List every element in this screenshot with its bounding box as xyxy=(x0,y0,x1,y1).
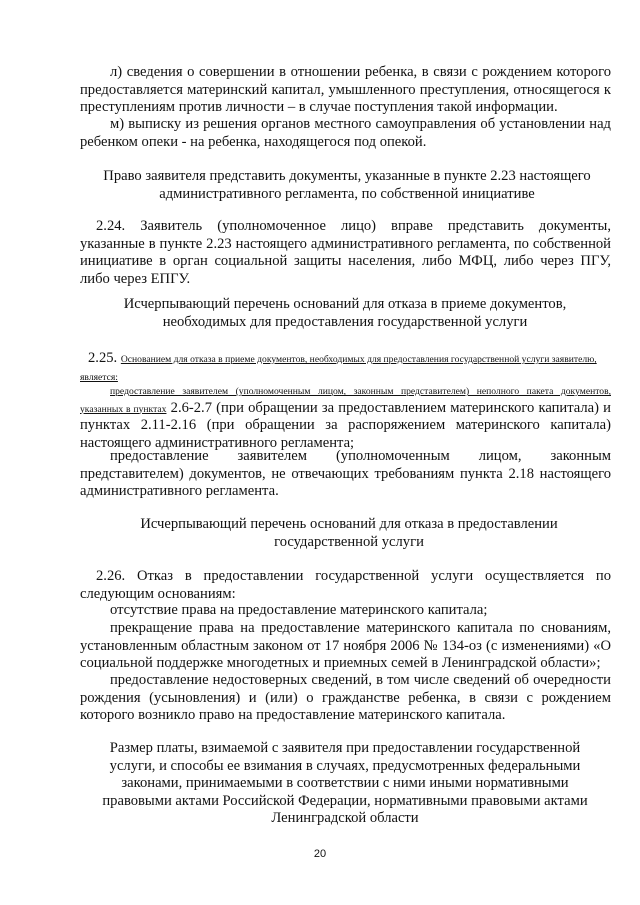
paragraph-2-25-small-text: Основанием для отказа в приеме документов, необходимых для предоставления государственной услуги заявителю, является: xyxy=(80,354,597,383)
item-1-text: 2.6-2.7 (при обращении за предоставлением материнского капитала) и пунктах 2.11-2.16 (при обращении за распоряжением материнского капитала) настоящего административного регламента; xyxy=(80,399,611,451)
page-number: 20 xyxy=(313,848,327,860)
paragraph-l: л) сведения о совершении в отношении ребенка, в связи с рождением которого предоставляется материнский капитал, умышленного преступления, относящегося к преступлениям против личности – в случае поступления такой информации. xyxy=(80,64,611,115)
heading-refuse-documents: Исчерпывающий перечень оснований для отказа в приеме документов, необходимых для предоставления государственной услуги xyxy=(123,296,567,330)
heading-own-initiative: Право заявителя представить документы, указанные в пункте 2.23 настоящего административного регламента, по собственной инициативе xyxy=(103,168,591,202)
item-1-small-text: предоставление заявителем (уполномоченным лицом, законным представителем) неполного пакета документов, указанных в пунктах xyxy=(80,386,611,415)
paragraph-2-26-item-2: прекращение права на предоставление материнского капитала по снованиям, установленным областным законом от 17 ноября 2006 № 134-оз (с изменениями) «О социальной поддержке многодетных и приемных семей в Ленинградской области»; xyxy=(80,620,611,671)
paragraph-m: м) выписку из решения органов местного самоуправления об установлении над ребенком опеки - на ребенка, находящегося под опекой. xyxy=(80,116,611,150)
paragraph-2-24: 2.24. Заявитель (уполномоченное лицо) вправе представить документы, указанные в пункте 2.23 настоящего административного регламента, по собственной инициативе в орган социальной защиты населения, либо МФЦ, либо через ПГУ, либо через ЕПГУ. xyxy=(80,218,611,287)
heading-fee: Размер платы, взимаемой с заявителя при предоставлении государственной услуги, и способы ее взимания в случаях, предусмотренных федеральными законами, принимаемыми в соответствии с ними иными нормативными правовыми актами Российской Федерации, нормативными правовыми актами Ленинградской области xyxy=(102,740,588,826)
paragraph-2-25 xyxy=(80,350,611,385)
heading-refuse-service: Исчерпывающий перечень оснований для отказа в предоставлении государственной услуги xyxy=(140,516,558,550)
paragraph-2-26-item-1: отсутствие права на предоставление материнского капитала; xyxy=(110,602,488,618)
paragraph-2-25-item-2: предоставление заявителем (уполномоченным лицом, законным представителем) документов, не отвечающих требованиям пункта 2.18 настоящего административного регламента. xyxy=(80,448,611,499)
paragraph-2-26-item-3: предоставление недостоверных сведений, в том числе сведений об очередности рождения (усыновления) и (или) о гражданстве ребенка, в связи с рождением которого возникло право на предоставление материнского капитала. xyxy=(80,672,611,723)
paragraph-2-26: 2.26. Отказ в предоставлении государственной услуги осуществляется по следующим основаниям: xyxy=(80,568,611,602)
paragraph-2-25-item-1 xyxy=(80,382,611,452)
paragraph-2-25-number: 2.25. xyxy=(88,350,118,366)
